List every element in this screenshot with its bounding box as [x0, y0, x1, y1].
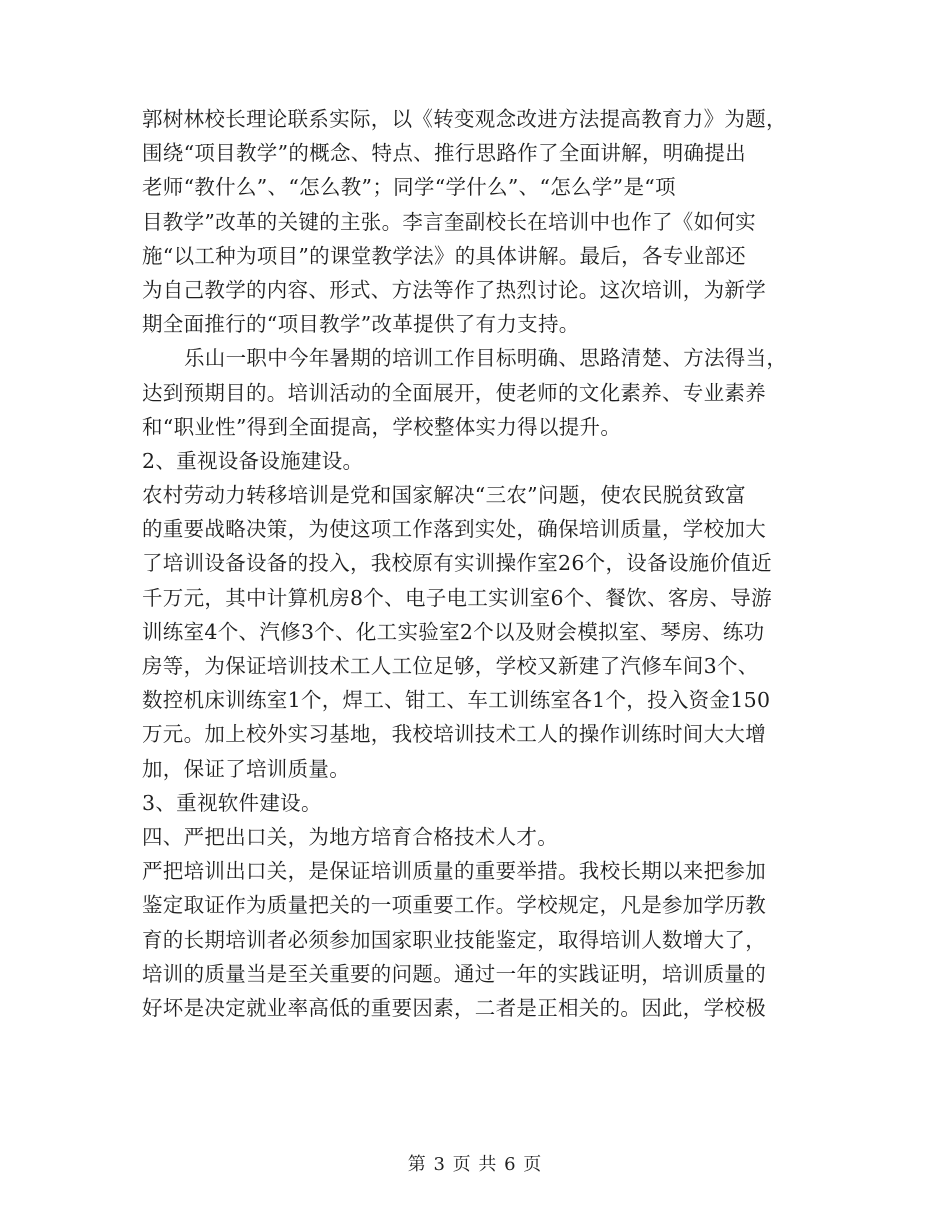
text-line: 围绕“项目教学”的概念、特点、推行思路作了全面讲解，明确提出	[142, 141, 746, 166]
document-body	[142, 102, 817, 1025]
text-line: 的重要战略决策，为使这项工作落到实处，确保培训质量，学校加大	[142, 517, 766, 542]
text-line: 郭树林校长理论联系实际，以《转变观念改进方法提高教育力》为题，	[142, 107, 787, 131]
text-line: 施“以工种为项目”的课堂教学法》的具体讲解。最后，各专业部还	[142, 243, 746, 268]
text-line: 目教学”改革的关键的主张。李言奎副校长在培训中也作了《如何实	[142, 209, 756, 234]
text-line: 2、重视设备设施建设。	[142, 448, 364, 473]
page-footer: 第 3 页 共 6 页	[407, 1154, 543, 1175]
text-line: 和“职业性”得到全面提高，学校整体实力得以提升。	[142, 414, 622, 439]
text-line: 达到预期目的。培训活动的全面展开，使老师的文化素养、专业素养	[142, 380, 766, 405]
text-line: 期全面推行的“项目教学”改革提供了有力支持。	[142, 312, 580, 337]
text-line: 数控机床训练室1个，焊工、钳工、车工训练室各1个，投入资金150	[142, 688, 771, 713]
text-line: 鉴定取证作为质量把关的一项重要工作。学校规定，凡是参加学历教	[142, 893, 766, 918]
text-line: 四、严把出口关，为地方培育合格技术人才。	[142, 824, 558, 849]
text-line: 农村劳动力转移培训是党和国家解决“三农”问题，使农民脱贫致富	[142, 483, 746, 508]
text-line: 3、重视软件建设。	[142, 790, 322, 815]
text-line: 老师“教什么”、“怎么教”；同学“学什么”、“怎么学”是“项	[142, 175, 676, 200]
text-line: 乐山一职中今年暑期的培训工作目标明确、思路清楚、方法得当，	[184, 346, 788, 371]
text-line: 育的长期培训者必须参加国家职业技能鉴定，取得培训人数增大了，	[142, 927, 766, 952]
text-line: 好坏是决定就业率高低的重要因素，二者是正相关的。因此，学校极	[142, 995, 766, 1020]
text-line: 房等，为保证培训技术工人工位足够，学校又新建了汽修车间3个、	[142, 654, 759, 678]
text-line: 严把培训出口关，是保证培训质量的重要举措。我校长期以来把参加	[142, 859, 766, 884]
text-line: 了培训设备设备的投入，我校原有实训操作室26个，设备设施价值近	[142, 551, 772, 576]
text-line: 万元。加上校外实习基地，我校培训技术工人的操作训练时间大大增	[142, 722, 766, 747]
text-line: 千万元，其中计算机房8个、电子电工实训室6个、餐饮、客房、导游	[142, 585, 772, 610]
text-line: 培训的质量当是至关重要的问题。通过一年的实践证明，培训质量的	[142, 961, 766, 986]
text-line: 为自己教学的内容、形式、方法等作了热烈讨论。这次培训，为新学	[142, 277, 766, 302]
text-line: 加，保证了培训质量。	[142, 756, 350, 781]
text-line: 训练室4个、汽修3个、化工实验室2个以及财会模拟室、琴房、练功	[142, 619, 765, 644]
